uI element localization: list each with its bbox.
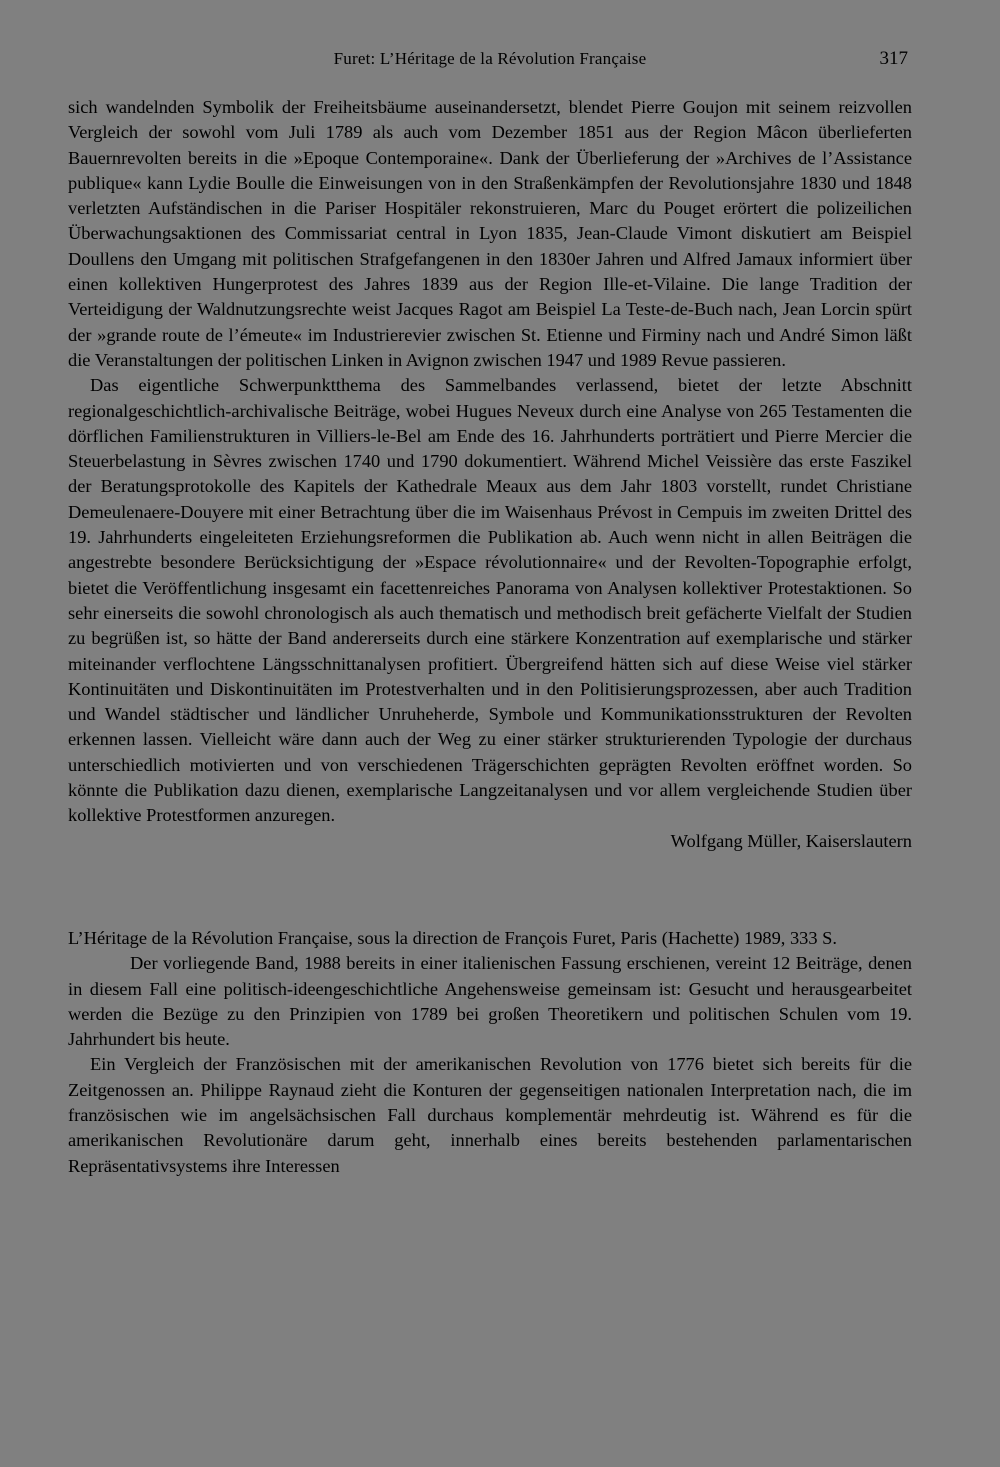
review-heritage-revolution	[68, 926, 912, 1179]
body-paragraph: Ein Vergleich der Französischen mit der amerikanischen Revolution von 1776 bietet sich bereits für die Zeitgenossen an. Philippe Raynaud zieht die Konturen der gegenseitigen nationalen Interpretation nach, die im französischen wie im angelsächsischen Fall durchaus komplementär mehrdeutig ist. Während es für die amerikanischen Revolutionäre darum geht, innerhalb eines bereits bestehenden parlamentarischen Repräsentativsystems ihre Interessen	[68, 1054, 912, 1176]
page-number: 317	[879, 48, 908, 69]
journal-page	[68, 42, 912, 1179]
bibliographic-entry: L’Héritage de la Révolution Française, sous la direction de François Furet, Paris (Hachette) 1989, 333 S.	[68, 927, 837, 948]
page-body	[68, 95, 912, 1179]
body-paragraph: Der vorliegende Band, 1988 bereits in einer italienischen Fassung erschienen, vereint 12 Beiträge, denen in diesem Fall eine politisch-ideengeschichtliche Angehensweise gemeinsam ist: Gesucht und herausgearbeitet werden die Bezüge zu den Prinzipien von 1789 bei großen Theoretikern und politischen Schulen vom 19. Jahrhundert bis heute.	[68, 953, 912, 1050]
running-head-title: Furet: L’Héritage de la Révolution Française	[333, 49, 647, 68]
running-head	[68, 42, 912, 76]
review-collective-protest	[68, 95, 912, 854]
body-paragraph: Das eigentliche Schwerpunktthema des Sammelbandes verlassend, bietet der letzte Abschnitt regionalgeschichtlich-archivalische Beiträge, wobei Hugues Neveux durch eine Analyse von 265 Testamenten die dörflichen Familienstrukturen in Villiers-le-Bel am Ende des 16. Jahrhunderts porträtiert und Pierre Mercier die Steuerbelastung in Sèvres zwischen 1740 und 1790 dokumentiert. Während Michel Veissière das erste Faszikel der Beratungsprotokolle des Kapitels der Kathedrale Meaux aus dem Jahr 1803 vorstellt, rundet Christiane Demeulenaere-Douyere mit einer Betrachtung über die im Waisenhaus Prévost in Cempuis im zweiten Drittel des 19. Jahrhunderts eingeleiteten Erziehungsreformen die Publikation ab. Auch wenn nicht in allen Beiträgen die angestrebte besondere Berücksichtigung der »Espace révolutionnaire« und der Revolten-Topographie erfolgt, bietet die Veröffentlichung insgesamt ein facettenreiches Panorama von Analysen kollektiver Protestaktionen. So sehr einerseits die sowohl chronologisch als auch thematisch und methodisch breit gefächerte Vielfalt der Studien zu begrüßen ist, so hätte der Band andererseits durch eine stärkere Konzentration auf exemplarische und stärker miteinander verflochtene Längsschnittanalysen profitiert. Übergreifend hätten sich auf diese Weise viel stärker Kontinuitäten und Diskontinuitäten im Protestverhalten und in den Politisierungsprozessen, aber auch Tradition und Wandel städtischer und ländlicher Unruheherde, Symbole und Kommunikationsstrukturen der Revolten erkennen lassen. Vielleicht wäre dann auch der Weg zu einer stärker strukturierenden Typologie der durchaus unterschiedlich motivierten und von verschiedenen Trägerschichten geprägten Revolten eröffnet worden. So könnte die Publikation dazu dienen, exemplarische Langzeitanalysen und vor allem vergleichende Studien über kollektive Protestformen anzuregen.	[68, 375, 912, 826]
reviewer-signature: Wolfgang Müller, Kaiserslautern	[670, 830, 912, 851]
body-paragraph: sich wandelnden Symbolik der Freiheitsbäume auseinandersetzt, blendet Pierre Goujon mit seinem reizvollen Vergleich der sowohl vom Juli 1789 als auch vom Dezember 1851 aus der Region Mâcon überlieferten Bauernrevolten bereits in die »Epoque Contemporaine«. Dank der Überlieferung der »Archives de l’Assistance publique« kann Lydie Boulle die Einweisungen von in den Straßenkämpfen der Revolutionsjahre 1830 und 1848 verletzten Aufständischen in die Pariser Hospitäler rekonstruieren, Marc du Pouget erörtert die polizeilichen Überwachungsaktionen des Commissariat central in Lyon 1835, Jean-Claude Vimont diskutiert am Beispiel Doullens den Umgang mit politischen Strafgefangenen in den 1830er Jahren und Alfred Jamaux informiert über einen kollektiven Hungerprotest des Jahres 1839 aus der Region Ille-et-Vilaine. Die lange Tradition der Verteidigung der Waldnutzungsrechte weist Jacques Ragot am Beispiel La Teste-de-Buch nach, Jean Lorcin spürt der »grande route de l’émeute« im Industrierevier zwischen St. Etienne und Firminy nach und André Simon läßt die Veranstaltungen der politischen Linken in Avignon zwischen 1947 und 1989 Revue passieren.	[68, 97, 912, 370]
